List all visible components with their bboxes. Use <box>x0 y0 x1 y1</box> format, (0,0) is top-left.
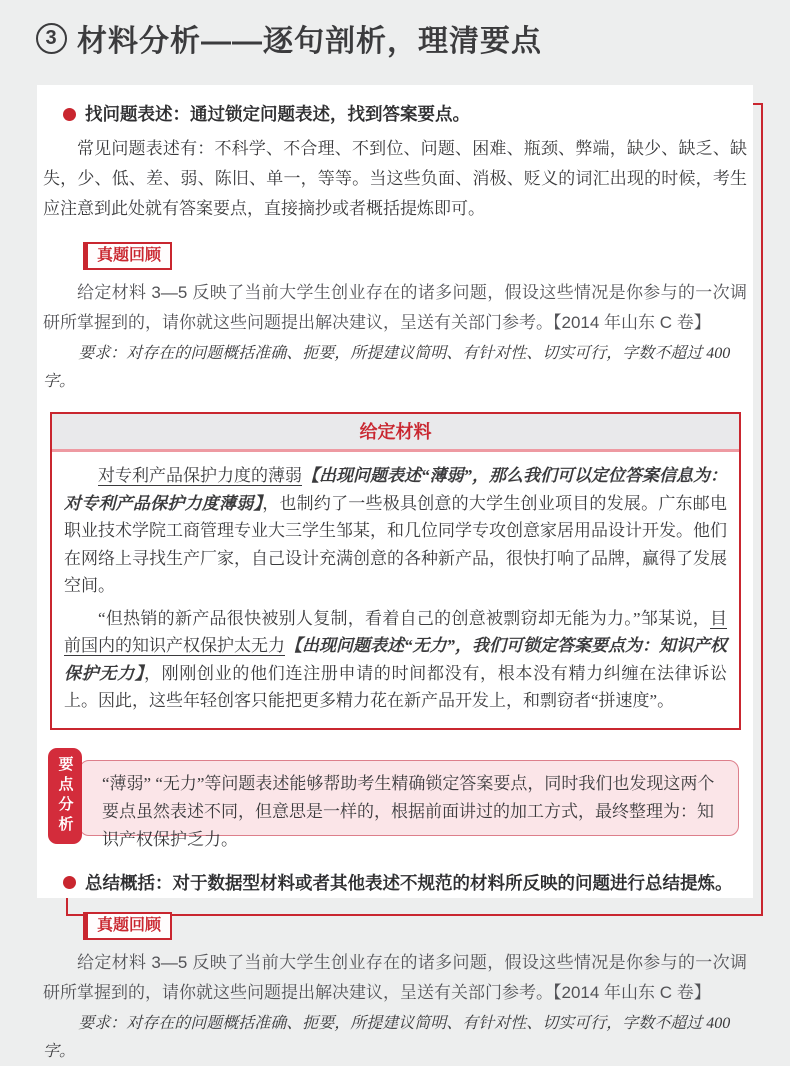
underlined-phrase: 目前国内的知识产权保护太无力 <box>64 608 727 655</box>
exam-review-badge: 真题回顾 <box>83 242 172 270</box>
analysis-annotation: 【出现问题表述“薄弱”，那么我们可以定位答案信息为：对专利产品保护力度薄弱】 <box>64 466 727 513</box>
bullet-dot-icon <box>63 876 76 889</box>
bullet-dot-icon <box>63 108 76 121</box>
given-material-box <box>50 412 741 730</box>
key-point-analysis-note: “薄弱” “无力”等问题表述能够帮助考生精确锁定答案要点，同时我们也发现这两个要点虽然表述不同，但意思是一样的，根据前面讲过的加工方式，最终整理为：知识产权保护乏力。 <box>79 760 739 836</box>
key-point-analysis-tab <box>48 748 82 844</box>
section1-heading-text: 找问题表述：通过锁定问题表述，找到答案要点。 <box>85 104 470 124</box>
section-number-icon: 3 <box>36 23 67 54</box>
material-text: “但热销的新产品很快被别人复制，看着自己的创意被剽窃却无能为力。”邹某说， <box>98 608 710 628</box>
exam-requirement-paragraph: 要求：对存在的问题概括准确、扼要，所提建议简明、有针对性、切实可行，字数不超过 400 字。 <box>43 345 731 390</box>
page-title-text: 材料分析——逐句剖析，理清要点 <box>77 25 542 58</box>
section2-heading-text: 总结概括：对于数据型材料或者其他表述不规范的材料所反映的问题进行总结提炼。 <box>85 872 733 893</box>
key-point-analysis-tab-label: 要点分析 <box>56 755 74 836</box>
exam-requirement-paragraph: 要求：对存在的问题概括准确、扼要，所提建议简明、有针对性、切实可行，字数不超过 400 字。 <box>43 1014 731 1060</box>
material-paragraph-2 <box>64 605 727 715</box>
section2-heading <box>63 872 749 894</box>
given-material-body <box>52 452 739 728</box>
material-text: ，也制约了一些极具创意的大学生创业项目的发展。广东邮电职业技术学院工商管理专业大三学生邹某，和几位同学专攻创意家居用品设计开发。他们在网络上寻找生产厂家，自己设计充满创意的各种新产品，很快打响了品牌，赢得了发展空间。 <box>64 493 728 595</box>
material-paragraph-1 <box>64 462 727 600</box>
underlined-phrase: 对专利产品保护力度的薄弱 <box>98 466 302 485</box>
section1-body-paragraph: 常见问题表述有：不科学、不合理、不到位、问题、困难、瓶颈、弊端，缺少、缺乏、缺失，少、低、差、弱、陈旧、单一，等等。当这些负面、消极、贬义的词汇出现的时候，考生应注意到此处就有答案要点，直接摘抄或者概括提炼即可。 <box>43 139 747 218</box>
page-title <box>36 16 542 60</box>
exam-review-badge: 真题回顾 <box>83 912 172 940</box>
content-panel <box>37 85 753 1060</box>
key-point-analysis-block <box>41 748 749 849</box>
given-material-header: 给定材料 <box>52 414 739 452</box>
exam-question-paragraph: 给定材料 3—5 反映了当前大学生创业存在的诸多问题，假设这些情况是你参与的一次调研所掌握到的，请你就这些问题提出解决建议，呈送有关部门参考。【2014 年山东 C 卷】 <box>43 952 747 1002</box>
analysis-annotation: 【出现问题表述“无力”，我们可锁定答案要点为：知识产权保护无力】 <box>64 636 727 683</box>
material-text: ，刚刚创业的他们连注册申请的时间都没有，根本没有精力纠缠在法律诉讼上。因此，这些年轻创客只能把更多精力花在新产品开发上，和剽窃者“拼速度”。 <box>64 663 728 710</box>
section1-heading <box>63 103 749 125</box>
exam-question-paragraph: 给定材料 3—5 反映了当前大学生创业存在的诸多问题，假设这些情况是你参与的一次调研所掌握到的，请你就这些问题提出解决建议，呈送有关部门参考。【2014 年山东 C 卷】 <box>43 283 747 332</box>
